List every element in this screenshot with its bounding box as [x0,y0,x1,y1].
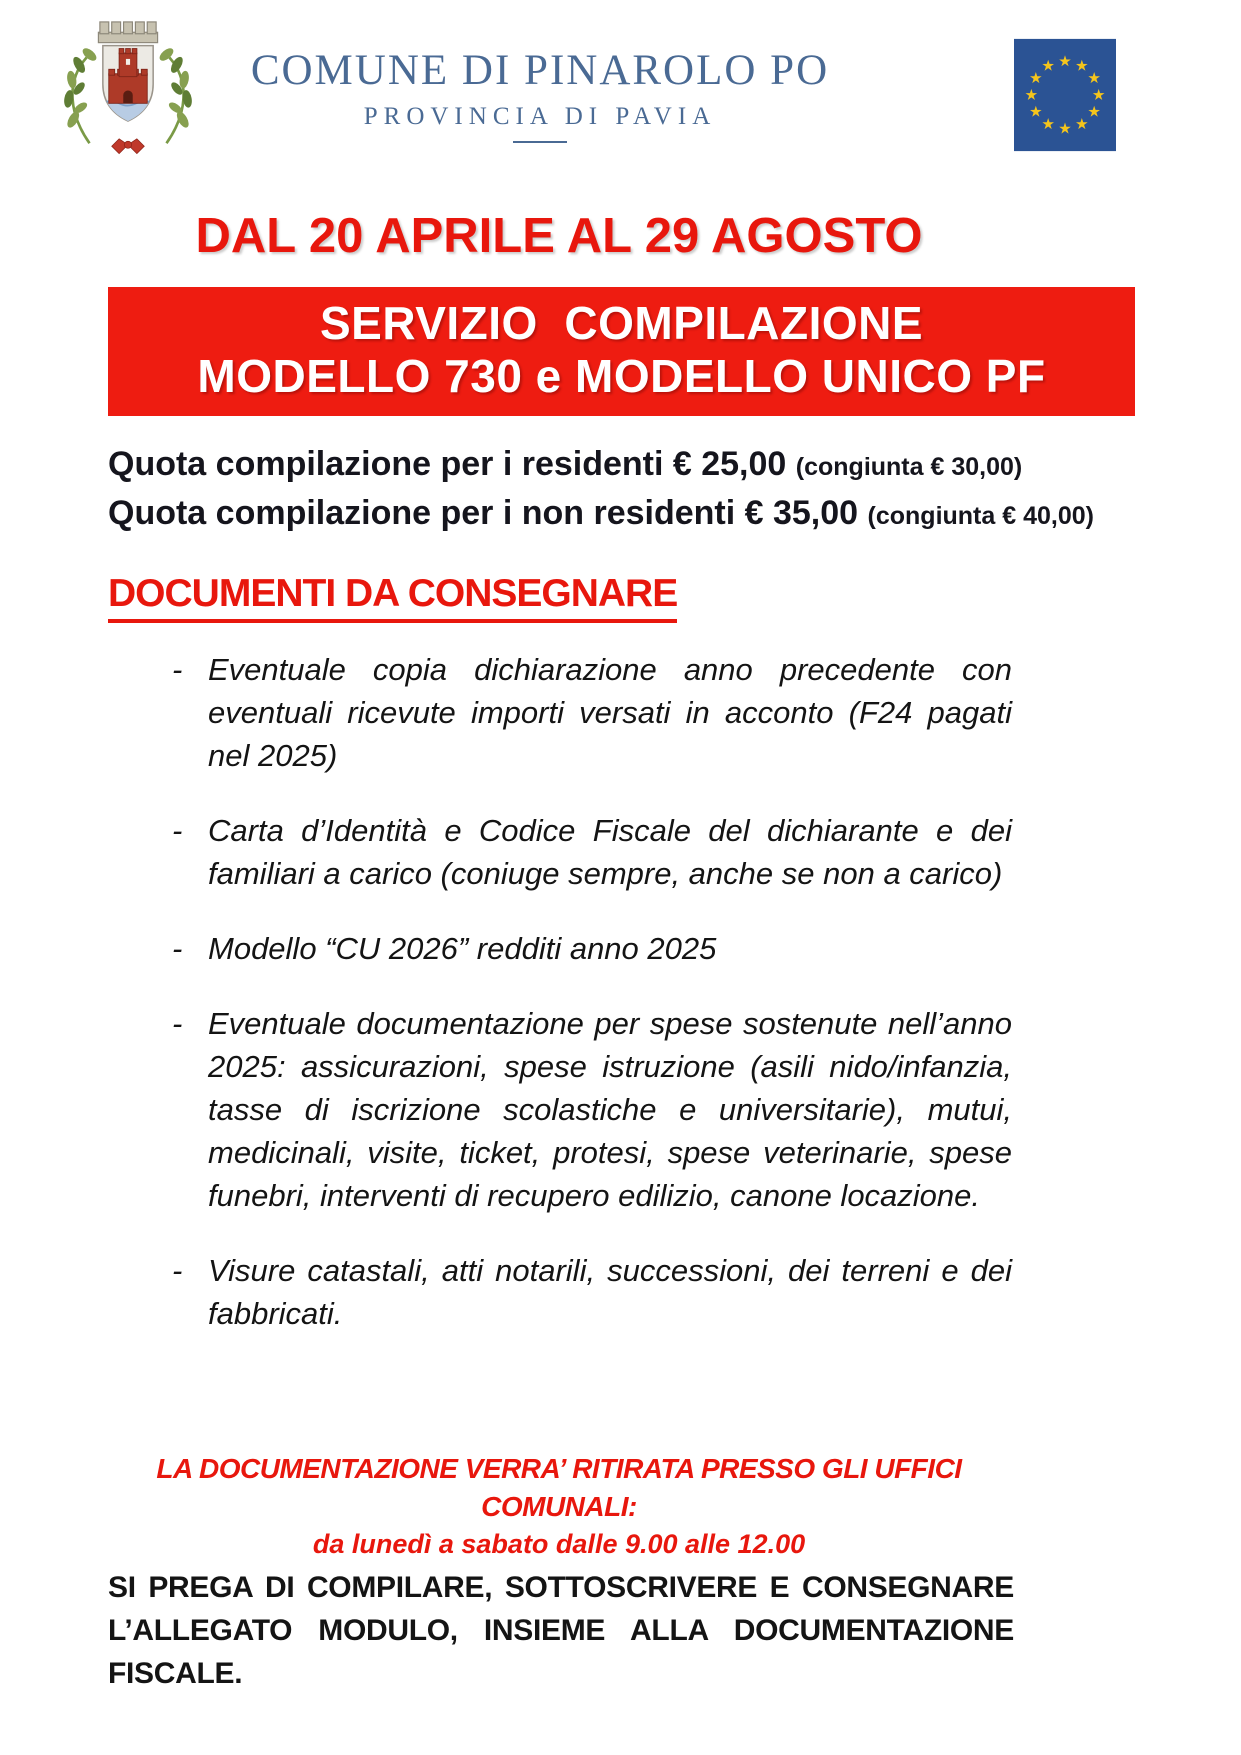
list-item [172,809,1012,895]
eu-flag-icon [1014,38,1116,152]
list-item-marker: - [172,1253,183,1288]
pricing-non-residents-main: Quota compilazione per i non residenti € 35,00 [108,494,868,533]
pickup-notice-line-1: LA DOCUMENTAZIONE VERRA’ RITIRATA PRESSO GLI UFFICI COMUNALI: [156,1453,962,1522]
header-titles [240,46,840,143]
list-item [172,1249,1012,1335]
banner-line-2: MODELLO 730 e MODELLO UNICO PF [197,349,1046,402]
pickup-notice-line-2: da lunedì a sabato dalle 9.00 alle 12.00 [312,1528,806,1559]
list-item-text: Eventuale documentazione per spese sostenute nell’anno 2025: assicurazioni, spese istruzione (asili nido/infanzia, tasse di iscrizione scolastiche e universitarie), mutui, medicinali, visite, ticket, protesi, spese veterinarie, spese funebri, interventi di recupero edilizio, canone locazione. [208,1006,1012,1213]
municipality-name: COMUNE DI PINAROLO PO [250,47,830,94]
list-item [172,927,1012,970]
list-item-text: Modello “CU 2026” redditi anno 2025 [208,931,717,966]
list-item-marker: - [172,1006,183,1041]
documents-heading: DOCUMENTI DA CONSEGNARE [108,572,677,623]
list-item-text: Carta d’Identità e Codice Fiscale del dichiarante e dei familiari a carico (coniuge sempre, anche se non a carico) [208,813,1012,891]
coat-of-arms-icon [54,16,202,164]
pricing-residents-main: Quota compilazione per i residenti € 25,00 [108,445,796,483]
pricing-non-residents-note: (congiunta € 40,00) [867,502,1094,531]
pickup-notice [108,1450,1010,1562]
list-item-text: Visure catastali, atti notarili, successioni, dei terreni e dei fabbricati. [208,1253,1012,1331]
list-item [172,1002,1012,1217]
list-item-marker: - [172,931,183,966]
pricing-residents-note: (congiunta € 30,00) [795,453,1023,481]
list-item-marker: - [172,652,183,687]
pricing-residents [108,440,1023,489]
documents-list [172,648,1012,1367]
pricing-section [108,440,1094,539]
header-divider [513,141,567,143]
period-title: DAL 20 APRILE AL 29 AGOSTO [195,209,923,263]
pricing-non-residents [108,489,1094,538]
list-item-text: Eventuale copia dichiarazione anno precedente con eventuali ricevute importi versati in acconto (F24 pagati nel 2025) [208,652,1012,773]
list-item [172,648,1012,777]
list-item-marker: - [172,813,183,848]
footer-instruction: SI PREGA DI COMPILARE, SOTTOSCRIVERE E CONSEGNARE L’ALLEGATO MODULO, INSIEME ALLA DOCUMENTAZIONE FISCALE. [108,1571,1014,1690]
banner-line-1: SERVIZIO COMPILAZIONE [319,297,924,349]
province-name: PROVINCIA DI PAVIA [363,103,717,130]
service-banner [108,287,1135,416]
